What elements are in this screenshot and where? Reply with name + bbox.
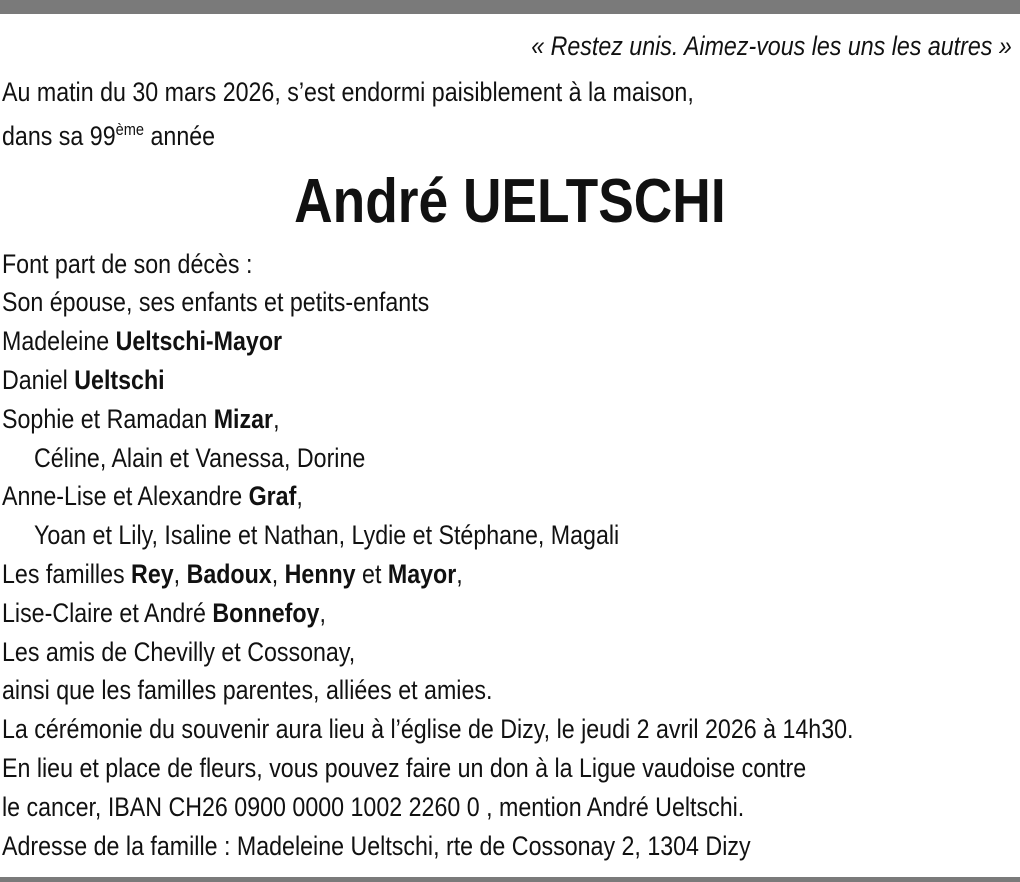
family-address: Adresse de la famille : Madeleine Ueltschi, rte de Cossonay 2, 1304 Dizy (2, 831, 751, 861)
deceased-name: André UELTSCHI (294, 167, 726, 236)
announcement: Font part de son décès : (2, 249, 253, 279)
surname: Graf (248, 481, 297, 511)
top-divider (0, 0, 1020, 14)
surname: Badoux (186, 559, 272, 589)
intro-age-superscript: ème (115, 120, 145, 139)
surname: Ueltschi (74, 365, 165, 395)
family-member-lise-claire: Lise-Claire et André Bonnefoy, (2, 598, 326, 628)
ceremony-info: La cérémonie du souvenir aura lieu à l’église de Dizy, le jeudi 2 avril 2026 à 14h30. (2, 714, 854, 744)
friends-line: Les amis de Chevilly et Cossonay, (2, 637, 356, 667)
intro-age-prefix: dans sa 99 (2, 121, 116, 151)
surname: Mayor (387, 559, 457, 589)
bottom-divider (0, 877, 1020, 882)
family-member-anne-lise: Anne-Lise et Alexandre Graf, (2, 481, 303, 511)
intro-line-1: Au matin du 30 mars 2026, s’est endormi paisiblement à la maison, (2, 77, 694, 107)
family-member-sophie: Sophie et Ramadan Mizar, (2, 404, 280, 434)
surname: Bonnefoy (212, 598, 320, 628)
grandchildren-sophie: Céline, Alain et Vanessa, Dorine (34, 443, 366, 473)
surname: Mizar (213, 404, 274, 434)
family-intro: Son épouse, ses enfants et petits-enfants (2, 287, 430, 317)
intro-age-suffix: année (144, 121, 216, 151)
donation-line-2: le cancer, IBAN CH26 0900 0000 1002 2260 0 , mention André Ueltschi. (2, 792, 745, 822)
relatives-line: ainsi que les familles parentes, alliées et amies. (2, 675, 493, 705)
surname: Rey (131, 559, 174, 589)
grandchildren-anne-lise: Yoan et Lily, Isaline et Nathan, Lydie et Stéphane, Magali (34, 520, 620, 550)
family-member-daniel: Daniel Ueltschi (2, 365, 165, 395)
epigraph-quote: « Restez unis. Aimez-vous les uns les autres » (531, 31, 1012, 61)
surname: Henny (284, 559, 356, 589)
surname: Ueltschi-Mayor (115, 326, 283, 356)
intro-line-2 (2, 112, 215, 154)
related-families: Les familles Rey, Badoux, Henny et Mayor, (2, 559, 463, 589)
family-member-madeleine: Madeleine Ueltschi-Mayor (2, 326, 283, 356)
donation-line-1: En lieu et place de fleurs, vous pouvez faire un don à la Ligue vaudoise contre (2, 753, 807, 783)
